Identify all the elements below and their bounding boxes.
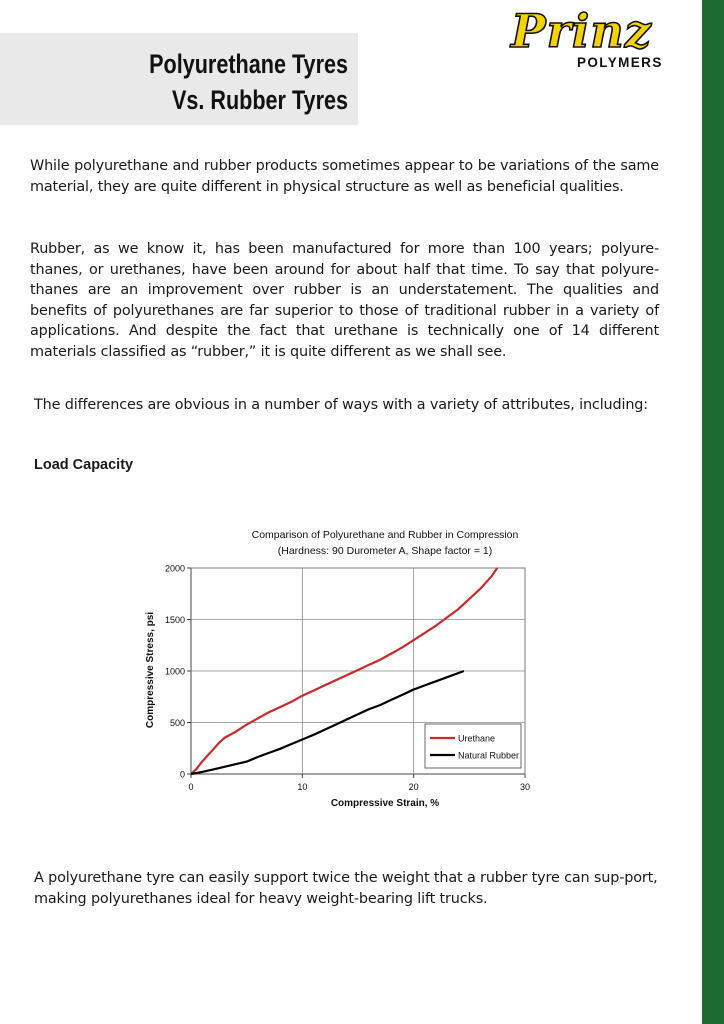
x-tick-label: 30 bbox=[519, 782, 531, 792]
y-tick-label: 500 bbox=[169, 718, 185, 728]
intro-paragraph: While polyurethane and rubber products sometimes appear to be variations of the same material, they are quite different in physical structure as well as beneficial qualities. bbox=[30, 158, 659, 195]
x-tick-label: 10 bbox=[297, 782, 308, 792]
y-tick-label: 0 bbox=[179, 769, 185, 780]
conclusion-paragraph: A polyurethane tyre can easily support twice the weight that a rubber tyre can sup-port, making polyurethanes ideal for heavy weight-bearing lift trucks. bbox=[34, 870, 658, 907]
differences-paragraph: The differences are obvious in a number of ways with a variety of attributes, including: bbox=[34, 397, 648, 413]
history-paragraph: Rubber, as we know it, has been manufactured for more than 100 years; polyure-thanes, or urethanes, have been around for about half that time. To say that polyure-thanes are an improvement over rubber is an understatement. The qualities and benefits of polyurethanes are far superior to those of traditional rubber in a variety of applications. And despite the fact that urethane is technically one of 14 different materials classified as “rubber,” it is quite different as we shall see. bbox=[30, 241, 659, 360]
legend-label: Urethane bbox=[458, 733, 496, 744]
y-axis-label: Compressive Stress, psi bbox=[145, 611, 156, 729]
title-banner bbox=[0, 33, 358, 125]
chart-title: Comparison of Polyurethane and Rubber in Compression bbox=[251, 529, 519, 541]
page-title-line2: Vs. Rubber Tyres bbox=[171, 85, 348, 115]
y-tick-label: 2000 bbox=[164, 563, 185, 574]
logo-wordmark: Prinz bbox=[511, 4, 652, 58]
y-tick-label: 1000 bbox=[164, 666, 185, 677]
x-axis-label: Compressive Strain, % bbox=[330, 798, 440, 809]
page-title-line1: Polyurethane Tyres bbox=[149, 49, 348, 79]
compression-chart bbox=[140, 520, 550, 820]
x-tick-label: 0 bbox=[188, 782, 194, 792]
x-tick-label: 20 bbox=[408, 782, 419, 792]
logo-subtitle: POLYMERS bbox=[577, 55, 663, 70]
legend-box bbox=[425, 724, 521, 768]
prinz-polymers-logo bbox=[503, 4, 693, 80]
chart-subtitle: (Hardness: 90 Durometer A, Shape factor = 1) bbox=[277, 545, 493, 557]
legend-label: Natural Rubber bbox=[458, 750, 520, 761]
accent-stripe bbox=[702, 0, 724, 1024]
section-heading: Load Capacity bbox=[34, 457, 134, 473]
y-tick-label: 1500 bbox=[164, 615, 185, 625]
